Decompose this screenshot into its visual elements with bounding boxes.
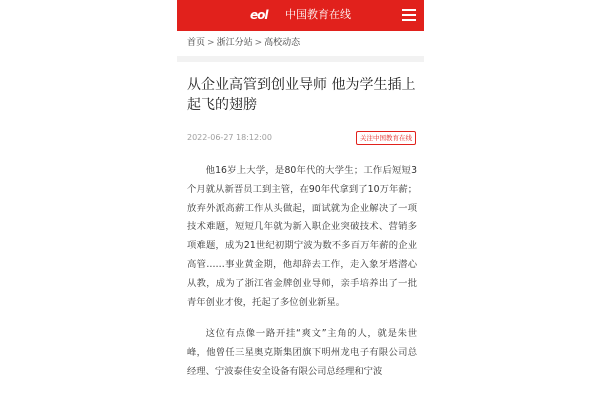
- breadcrumb-zhejiang[interactable]: 浙江分站: [216, 38, 253, 48]
- breadcrumb-separator: >: [254, 38, 263, 48]
- breadcrumb-home[interactable]: 首页: [187, 38, 206, 48]
- hamburger-menu-icon[interactable]: [402, 9, 416, 21]
- article-title: 从企业高管到创业导师 他为学生插上起飞的翅膀: [187, 77, 416, 113]
- breadcrumb: [187, 37, 300, 49]
- eol-logo[interactable]: eol: [250, 8, 268, 22]
- breadcrumb-separator: >: [207, 38, 215, 48]
- site-title[interactable]: 中国教育在线: [285, 8, 351, 21]
- article-body: [187, 162, 417, 395]
- publish-date: 2022-06-27 18:12:00: [187, 133, 272, 142]
- top-bar: [177, 0, 424, 31]
- mobile-page: [177, 0, 424, 400]
- breadcrumb-news[interactable]: 高校动态: [264, 38, 301, 48]
- follow-button[interactable]: 关注中国教育在线: [356, 131, 416, 145]
- article-paragraph: 这位有点像一路开挂“爽文”主角的人，就是朱世峰，他曾任三星奥克斯集团旗下明州龙电子有限公司总经理、宁波泰佳安全设备有限公司总经理和宁波: [187, 328, 417, 377]
- article-paragraph: 他16岁上大学，是80年代的大学生；工作后短短3个月就从新晋员工到主管，在90年代拿到了10万年薪；放弃外派高薪工作从头做起，面试就为企业解决了一项技术难题，短短几年就为新入职企业突破技术、营销多项难题，成为21世纪初期宁波为数不多百万年薪的企业高管……事业黄金期，他却辞去工作，走入象牙塔潜心从教，成为了浙江省金牌创业导师，亲手培养出了一批青年创业才俊，托起了多位创业新星。: [187, 165, 417, 308]
- section-divider: [177, 56, 424, 62]
